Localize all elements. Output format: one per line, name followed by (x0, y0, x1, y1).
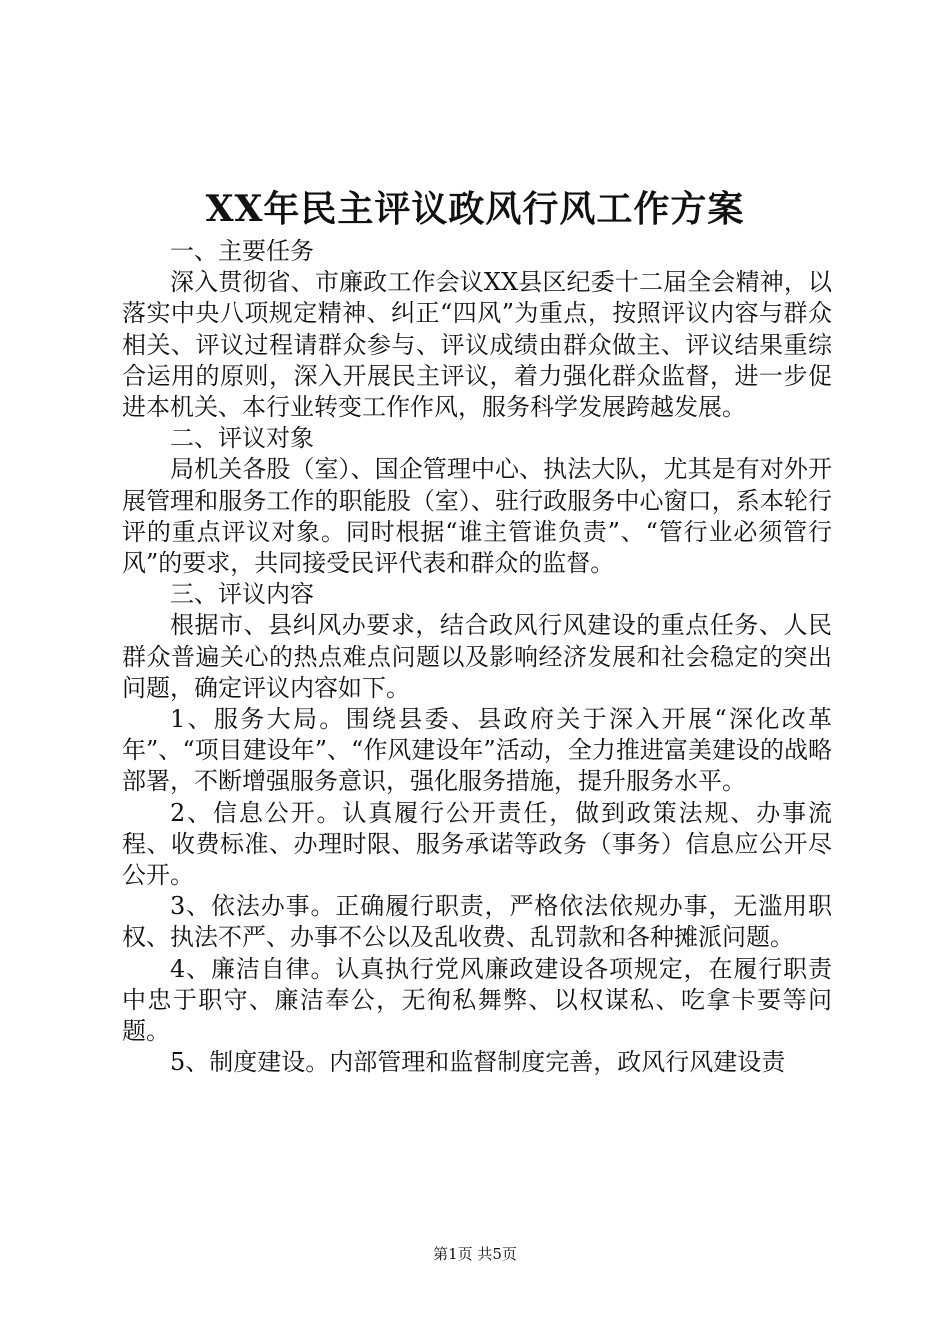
list-item-lawful-conduct: 3、依法办事。正确履行职责，严格依法依规办事，无滥用职权、执法不严、办事不公以及乱收费、乱罚款和各种摊派问题。 (122, 892, 832, 952)
page-number-footer: 第1页 共5页 (433, 1245, 517, 1263)
section-heading-main-tasks: 一、主要任务 (170, 237, 314, 265)
document-title: XX年民主评议政风行风工作方案 (205, 188, 745, 230)
document-body (122, 236, 832, 1078)
paragraph-main-tasks: 深入贯彻省、市廉政工作会议XX县区纪委十二届全会精神，以落实中央八项规定精神、纠正“四风”为重点，按照评议内容与群众相关、评议过程请群众参与、评议成绩由群众做主、评议结果重综合运用的原则，深入开展民主评议，着力强化群众监督，进一步促进本机关、本行业转变工作作风，服务科学发展跨越发展。 (122, 268, 832, 422)
list-item-integrity: 4、廉洁自律。认真执行党风廉政建设各项规定，在履行职责中忠于职守、廉洁奉公，无徇私舞弊、以权谋私、吃拿卡要等问题。 (122, 954, 832, 1046)
paragraph-review-targets: 局机关各股（室）、国企管理中心、执法大队，尤其是有对外开展管理和服务工作的职能股（室）、驻行政服务中心窗口，系本轮行评的重点评议对象。同时根据“谁主管谁负责”、“管行业必须管行风”的要求，共同接受民评代表和群众的监督。 (122, 455, 832, 578)
section-heading-review-targets: 二、评议对象 (170, 424, 314, 453)
paragraph-review-content: 根据市、县纠风办要求，结合政风行风建设的重点任务、人民群众普遍关心的热点难点问题以及影响经济发展和社会稳定的突出问题，确定评议内容如下。 (122, 611, 832, 702)
list-item-institution-building: 5、制度建设。内部管理和监督制度完善，政风行风建设责 (170, 1048, 786, 1077)
list-item-serve-overall: 1、服务大局。围绕县委、县政府关于深入开展“深化改革年”、“项目建设年”、“作风建设年”活动，全力推进富美建设的战略部署，不断增强服务意识，强化服务措施，提升服务水平。 (122, 705, 832, 796)
section-heading-review-content: 三、评议内容 (170, 580, 314, 609)
list-item-info-disclosure: 2、信息公开。认真履行公开责任，做到政策法规、办事流程、收费标准、办理时限、服务承诺等政务（事务）信息应公开尽公开。 (122, 798, 832, 890)
